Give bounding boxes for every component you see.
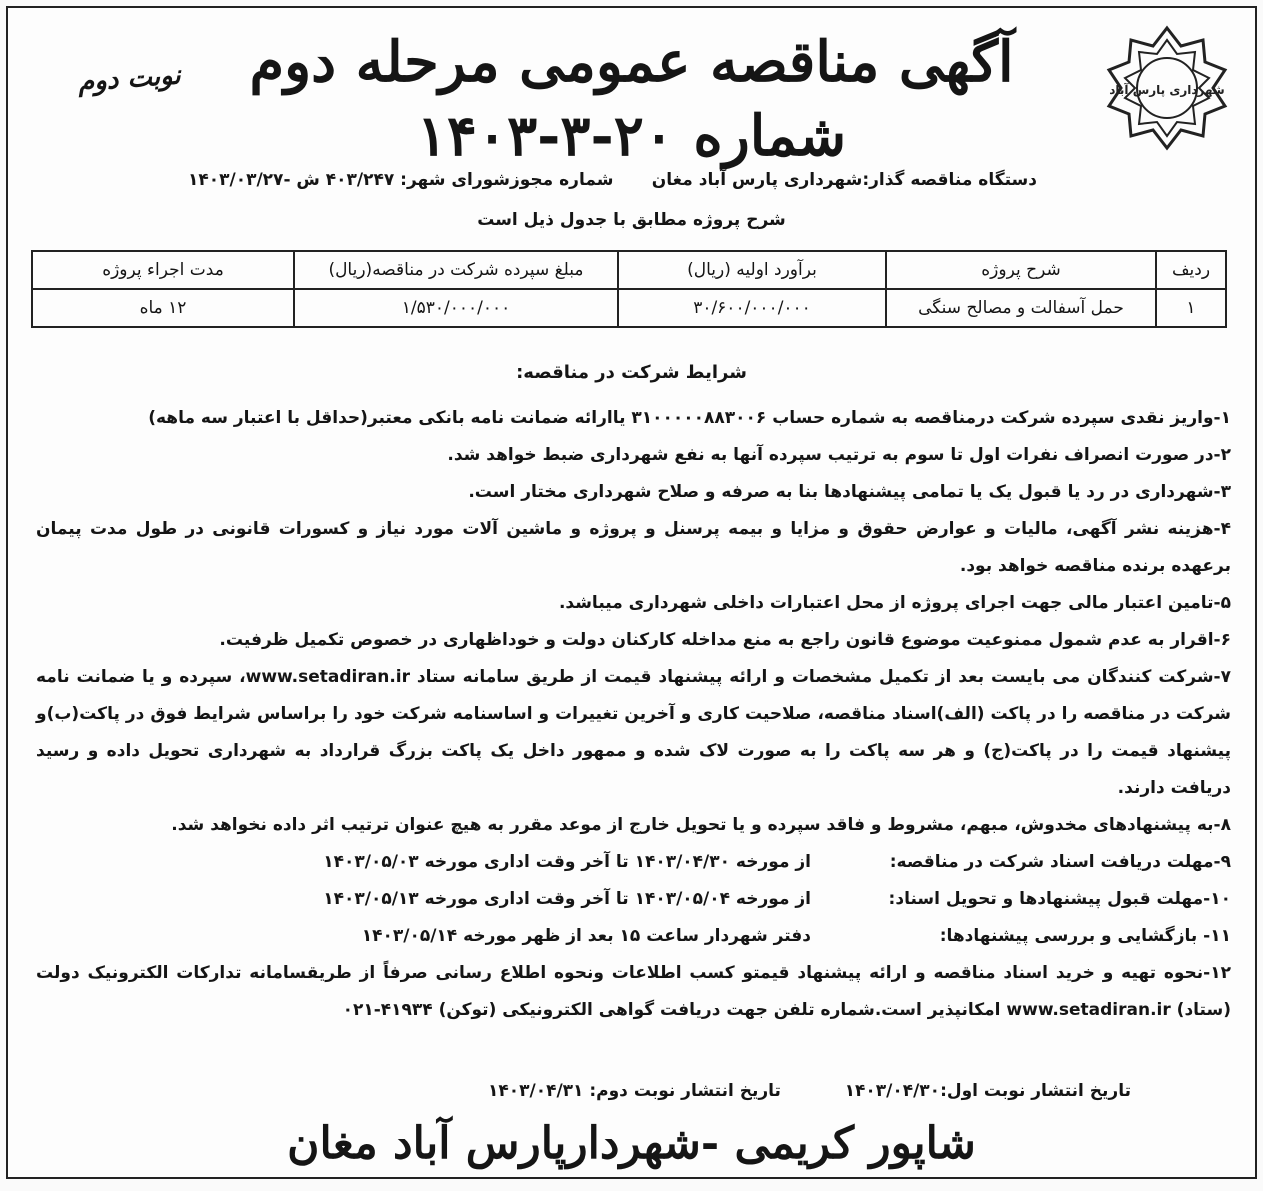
condition-4: ۴-هزینه نشر آگهی، مالیات و عوارض حقوق و مزایا و بیمه پرسنل و پروژه و ماشین آلات مورد نیاز و کسورات قانونی در طول مدت پیمان برعهده برنده مناقصه خواهد بود. [36, 519, 1231, 576]
table-header-cell: مدت اجراء پروژه [32, 251, 294, 289]
condition-10-value: از مورخه ۱۴۰۳/۰۵/۰۴ تا آخر وقت اداری مورخه ۱۴۰۳/۰۵/۱۳ [323, 889, 811, 909]
conditions-list [36, 400, 1231, 1029]
condition-9 [36, 844, 1231, 881]
project-intro: شرح پروژه مطابق با جدول ذیل است [477, 210, 786, 230]
row-number: ۱ [1156, 289, 1226, 327]
condition-11-value: دفتر شهردار ساعت ۱۵ بعد از ظهر مورخه ۱۴۰۳/۰۵/۱۴ [361, 926, 811, 946]
table-header-cell: برآورد اولیه (ریال) [618, 251, 886, 289]
signature: شاپور کریمی -شهردارپارس آباد مغان [287, 1118, 976, 1169]
condition-11 [36, 918, 1231, 955]
project-table [31, 250, 1227, 328]
round-label: نوبت دوم [77, 60, 182, 98]
table-header-row [32, 251, 1226, 289]
condition-7: ۷-شرکت کنندگان می بایست بعد از تکمیل مشخصات و ارائه پیشنهاد قیمت از طریق سامانه ستاد www.setadiran.ir، سپرده و یا ضمانت نامه شرکت در مناقصه را در پاکت (الف)اسناد مناقصه، صلاحیت کاری و آخرین تغییرات و اساسنامه شرکت خود را براساس شرایط فوق در پاکت(ب)و پیشنهاد قیمت را در پاکت(ج) و هر سه پاکت را به صورت لاک شده و ممهور داخل یک پاکت بزرگ قرارداد به شهرداری تحویل داده و رسید دریافت دارند. [36, 667, 1231, 798]
deposit-amount: ۱/۵۳۰/۰۰۰/۰۰۰ [294, 289, 618, 327]
organizer: دستگاه مناقصه گذار:شهرداری پارس آباد مغان [651, 170, 1037, 190]
notice-title: آگهی مناقصه عمومی مرحله دوم [249, 29, 1014, 95]
condition-11-label: ۱۱- بازگشایی و بررسی پیشنهادها: [939, 926, 1231, 946]
notice-number: شماره ۲۰-۳-۱۴۰۳ [416, 103, 847, 169]
condition-12: ۱۲-نحوه تهیه و خرید اسناد مناقصه و ارائه پیشنهاد قیمتو کسب اطلاعات ونحوه اطلاع رسانی صرفاً از طریقسامانه تدارکات الکترونیک دولت (ستاد) www.setadiran.ir امکانپذیر است.شماره تلفن جهت دریافت گواهی الکترونیکی (توکن) ۴۱۹۳۴-۰۲۱ [36, 963, 1231, 1020]
tender-notice [6, 6, 1257, 1179]
council-permit: شماره مجوزشورای شهر: ۴۰۳/۲۴۷ ش -۱۴۰۳/۰۳/۲۷ [188, 170, 614, 190]
condition-10-label: ۱۰-مهلت قبول پیشنهادها و تحویل اسناد: [888, 889, 1231, 909]
first-publication-date: تاریخ انتشار نوبت اول:۱۴۰۳/۰۴/۳۰ [844, 1081, 1131, 1101]
condition-8: ۸-به پیشنهادهای مخدوش، مبهم، مشروط و فاقد سپرده و یا تحویل خارج از موعد مقرر به هیچ عنوان ترتیب اثر داده نخواهد شد. [171, 815, 1231, 835]
condition-9-value: از مورخه ۱۴۰۳/۰۴/۳۰ تا آخر وقت اداری مورخه ۱۴۰۳/۰۵/۰۳ [323, 852, 811, 872]
condition-5: ۵-تامین اعتبار مالی جهت اجرای پروژه از محل اعتبارات داخلی شهرداری میباشد. [558, 593, 1231, 613]
condition-2: ۲-در صورت انصراف نفرات اول تا سوم به ترتیب سپرده آنها به نفع شهرداری ضبط خواهد شد. [447, 445, 1231, 465]
logo-text: شهرداری پارس آباد [1109, 83, 1225, 97]
publication-dates [488, 1081, 1131, 1101]
second-publication-date: تاریخ انتشار نوبت دوم: ۱۴۰۳/۰۴/۳۱ [488, 1081, 781, 1101]
condition-10 [36, 881, 1231, 918]
condition-1: ۱-واریز نقدی سپرده شرکت درمناقصه به شماره حساب ۳۱۰۰۰۰۰۸۸۳۰۰۶ یاارائه ضمانت نامه بانکی معتبر(حداقل با اعتبار سه ماهه) [148, 408, 1231, 428]
table-header-cell: مبلغ سپرده شرکت در مناقصه(ریال) [294, 251, 618, 289]
condition-9-label: ۹-مهلت دریافت اسناد شرکت در مناقصه: [889, 852, 1231, 872]
project-duration: ۱۲ ماه [32, 289, 294, 327]
project-description: حمل آسفالت و مصالح سنگی [886, 289, 1156, 327]
table-header-cell: ردیف [1156, 251, 1226, 289]
table-row [32, 289, 1226, 327]
initial-estimate: ۳۰/۶۰۰/۰۰۰/۰۰۰ [618, 289, 886, 327]
conditions-title: شرایط شرکت در مناقصه: [516, 362, 747, 383]
condition-6: ۶-اقرار به عدم شمول ممنوعیت موضوع قانون راجع به منع مداخله کارکنان دولت و خوداظهاری در خصوص تکمیل ظرفیت. [219, 630, 1231, 650]
organizer-line [188, 170, 1037, 190]
condition-3: ۳-شهرداری در رد یا قبول یک یا تمامی پیشنهادها بنا به صرفه و صلاح شهرداری مختار است. [468, 482, 1231, 502]
table-header-cell: شرح پروژه [886, 251, 1156, 289]
